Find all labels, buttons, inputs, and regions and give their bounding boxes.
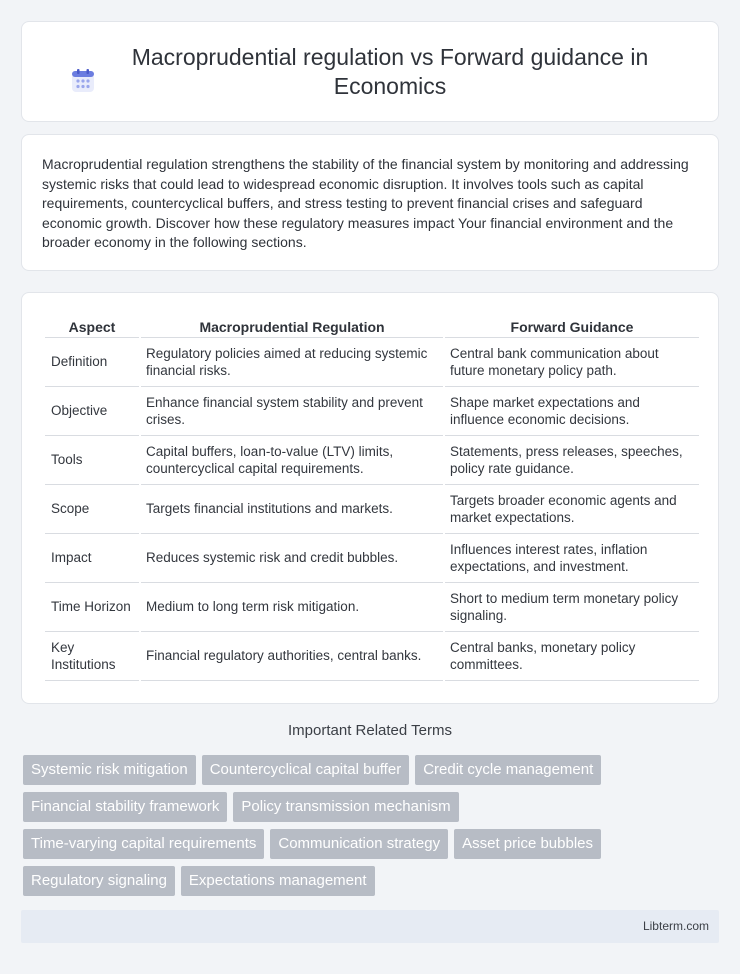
related-term-tag[interactable]: Policy transmission mechanism [233,792,458,822]
related-term-tag[interactable]: Financial stability framework [23,792,227,822]
related-term-tag[interactable]: Regulatory signaling [23,866,175,896]
row-macroprudential: Targets financial institutions and markets. [141,485,443,534]
row-macroprudential: Reduces systemic risk and credit bubbles. [141,534,443,583]
row-macroprudential: Financial regulatory authorities, central banks. [141,632,443,681]
related-term-tag[interactable]: Time-varying capital requirements [23,829,264,859]
intro-card [21,134,719,271]
tag-row [23,792,723,822]
table-row [45,338,699,387]
related-term-tag[interactable]: Countercyclical capital buffer [202,755,409,785]
row-forward-guidance: Central banks, monetary policy committees. [445,632,699,681]
row-forward-guidance: Statements, press releases, speeches, policy rate guidance. [445,436,699,485]
intro-text: Macroprudential regulation strengthens the stability of the financial system by monitoring and addressing systemic risks that could lead to widespread economic disruption. It involves tools such as capital requirements, countercyclical buffers, and stress testing to prevent financial crises and safeguard economic growth. Discover how these regulatory measures impact Your financial environment and the broader economy in the following sections. [42,156,689,251]
row-aspect: Time Horizon [45,583,139,632]
row-aspect: Definition [45,338,139,387]
row-forward-guidance: Influences interest rates, inflation expectations, and investment. [445,534,699,583]
table-row [45,485,699,534]
comparison-table [43,313,701,681]
row-forward-guidance: Short to medium term monetary policy signaling. [445,583,699,632]
row-forward-guidance: Shape market expectations and influence economic decisions. [445,387,699,436]
related-term-tag[interactable]: Expectations management [181,866,375,896]
page-title: Macroprudential regulation vs Forward guidance in Economics [131,43,649,99]
related-terms-list [23,755,723,903]
row-forward-guidance: Targets broader economic agents and market expectations. [445,485,699,534]
row-aspect: Objective [45,387,139,436]
row-aspect: Key Institutions [45,632,139,681]
related-term-tag[interactable]: Communication strategy [270,829,448,859]
table-row [45,632,699,681]
related-terms-title: Important Related Terms [288,722,452,739]
related-term-tag[interactable]: Credit cycle management [415,755,601,785]
row-macroprudential: Medium to long term risk mitigation. [141,583,443,632]
row-aspect: Scope [45,485,139,534]
table-row [45,387,699,436]
row-aspect: Tools [45,436,139,485]
related-term-tag[interactable]: Systemic risk mitigation [23,755,196,785]
header-card [21,21,719,122]
row-macroprudential: Capital buffers, loan-to-value (LTV) limits, countercyclical capital requirements. [141,436,443,485]
tag-row [23,866,723,896]
table-row [45,534,699,583]
footer [21,910,719,943]
header-macroprudential: Macroprudential Regulation [141,313,443,338]
header-aspect: Aspect [45,313,139,338]
comparison-table-card [21,292,719,704]
row-aspect: Impact [45,534,139,583]
table-header-row [45,313,699,338]
table-row [45,436,699,485]
calendar-icon [70,68,96,94]
table-row [45,583,699,632]
row-forward-guidance: Central bank communication about future monetary policy path. [445,338,699,387]
row-macroprudential: Enhance financial system stability and prevent crises. [141,387,443,436]
tag-row [23,755,723,785]
header-forward-guidance: Forward Guidance [445,313,699,338]
tag-row [23,829,723,859]
footer-brand-link[interactable]: Libterm.com [642,919,709,933]
row-macroprudential: Regulatory policies aimed at reducing systemic financial risks. [141,338,443,387]
related-term-tag[interactable]: Asset price bubbles [454,829,601,859]
